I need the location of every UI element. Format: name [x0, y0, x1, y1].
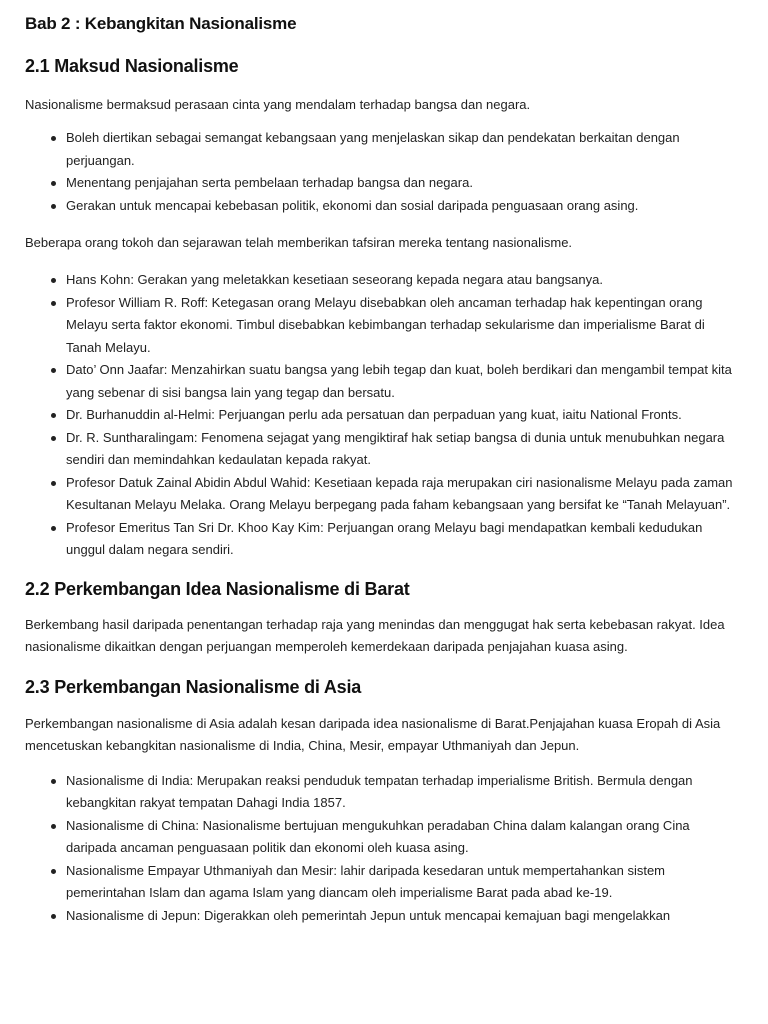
list-item: Menentang penjajahan serta pembelaan terhadap bangsa dan negara.	[66, 172, 745, 195]
asia-points-list	[25, 770, 745, 928]
list-item: Nasionalisme di India: Merupakan reaksi penduduk tempatan terhadap imperialisme British. Bermula dengan kebangkitan rakyat tempatan Dahagi India 1857.	[66, 770, 745, 815]
section-title-maksud-nasionalisme: 2.1 Maksud Nasionalisme	[25, 56, 239, 76]
list-item: Boleh diertikan sebagai semangat kebangsaan yang menjelaskan sikap dan pendekatan berkaitan dengan perjuangan.	[66, 127, 745, 172]
list-item: Hans Kohn: Gerakan yang meletakkan kesetiaan seseorang kepada negara atau bangsanya.	[66, 269, 745, 292]
list-item: Nasionalisme di China: Nasionalisme bertujuan mengukuhkan peradaban China dalam kalangan orang Cina daripada ancaman penguasaan politik dan ekonomi oleh kuasa asing.	[66, 815, 745, 860]
list-item: Profesor Emeritus Tan Sri Dr. Khoo Kay Kim: Perjuangan orang Melayu bagi mendapatkan kembali kedudukan unggul dalam negara sendiri.	[66, 517, 745, 562]
list-item: Dato’ Onn Jaafar: Menzahirkan suatu bangsa yang lebih tegap dan kuat, boleh berdikari dan mengambil tempat kita yang sebenar di sisi bangsa lain yang tegap dan bersatu.	[66, 359, 745, 404]
figures-intro-paragraph: Beberapa orang tokoh dan sejarawan telah memberikan tafsiran mereka tentang nasionalisme.	[25, 235, 573, 250]
section-title-barat: 2.2 Perkembangan Idea Nasionalisme di Barat	[25, 578, 410, 599]
section-title-asia: 2.3 Perkembangan Nasionalisme di Asia	[25, 676, 362, 697]
list-item: Dr. R. Suntharalingam: Fenomena sejagat yang mengiktiraf hak setiap bangsa di dunia untuk menubuhkan negara sendiri dan memindahkan kedaulatan kepada rakyat.	[66, 427, 745, 472]
asia-paragraph: Perkembangan nasionalisme di Asia adalah kesan daripada idea nasionalisme di Barat.Penjajahan kuasa Eropah di Asia mencetuskan kebangkitan nasionalisme di India, China, Mesir, empayar Uthmaniyah dan Jepun.	[25, 715, 721, 753]
document-page	[25, 12, 745, 927]
figures-list	[25, 269, 745, 562]
definition-points-list	[25, 127, 745, 217]
list-item: Dr. Burhanuddin al-Helmi: Perjuangan perlu ada persatuan dan perpaduan yang kuat, iaitu National Fronts.	[66, 404, 745, 427]
barat-paragraph: Berkembang hasil daripada penentangan terhadap raja yang menindas dan menggugat hak serta kebebasan rakyat. Idea nasionalisme dikaitkan dengan perjuangan memperoleh kemerdekaan daripada penjajahan kuasa asing.	[25, 616, 725, 654]
list-item: Profesor William R. Roff: Ketegasan orang Melayu disebabkan oleh ancaman terhadap hak kepentingan orang Melayu serta faktor ekonomi. Timbul disebabkan kebimbangan terhadap sekularisme dan imperialisme Barat di Tanah Melayu.	[66, 292, 745, 360]
list-item: Gerakan untuk mencapai kebebasan politik, ekonomi dan sosial daripada penguasaan orang asing.	[66, 195, 745, 218]
list-item: Nasionalisme di Jepun: Digerakkan oleh pemerintah Jepun untuk mencapai kemajuan bagi mengelakkan	[66, 905, 745, 928]
list-item: Nasionalisme Empayar Uthmaniyah dan Mesir: lahir daripada kesedaran untuk mempertahankan sistem pemerintahan Islam dan agama Islam yang diancam oleh imperialisme Barat pada abad ke-19.	[66, 860, 745, 905]
definition-paragraph: Nasionalisme bermaksud perasaan cinta yang mendalam terhadap bangsa dan negara.	[25, 97, 531, 112]
list-item: Profesor Datuk Zainal Abidin Abdul Wahid: Kesetiaan kepada raja merupakan ciri nasionalisme Melayu pada zaman Kesultanan Melayu Melaka. Orang Melayu berpegang pada faham kebangsaan yang bersifat ke “Tanah Melayuan”.	[66, 472, 745, 517]
chapter-title: Bab 2 : Kebangkitan Nasionalisme	[25, 14, 297, 33]
